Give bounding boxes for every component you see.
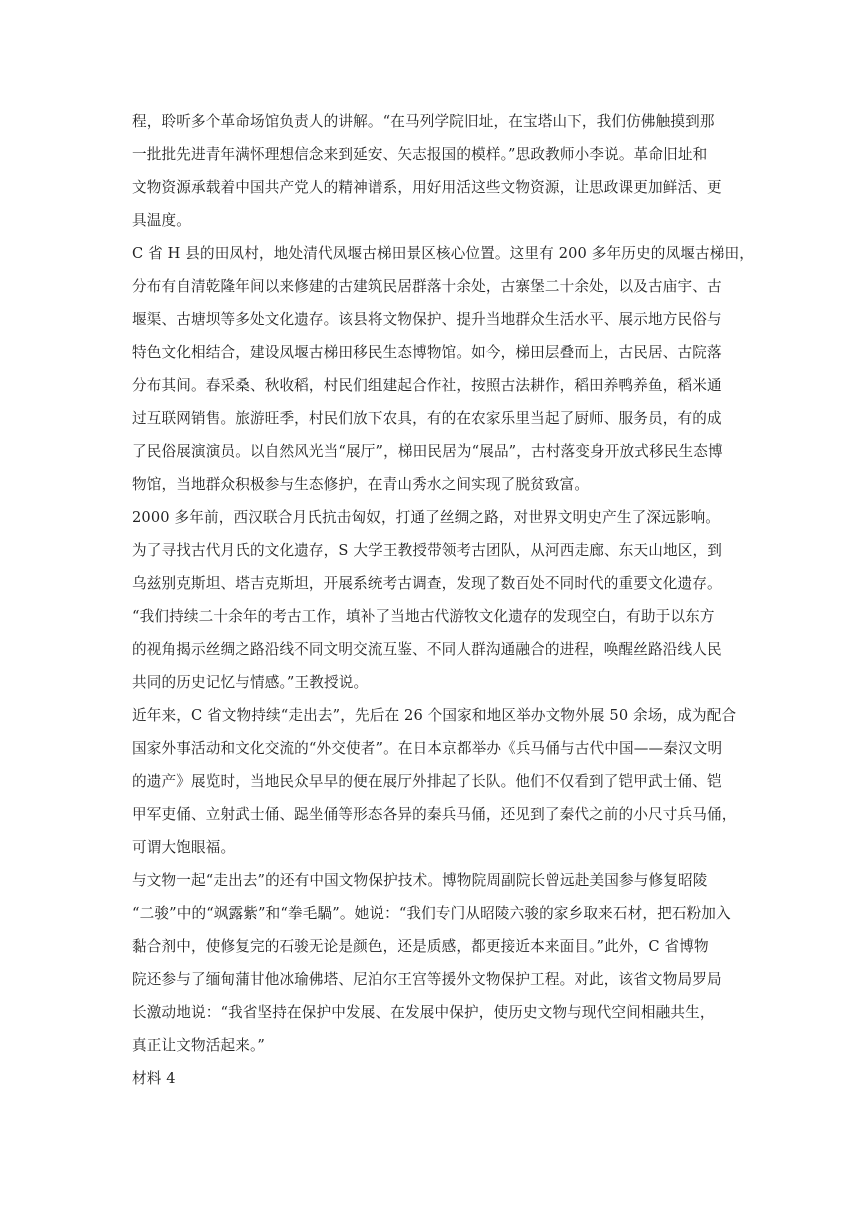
text-line: 甲军吏俑、立射武士俑、跽坐俑等形态各异的秦兵马俑，还见到了秦代之前的小尺寸兵马俑， <box>132 806 737 823</box>
text-line: 院还参与了缅甸蒲甘他冰瑜佛塔、尼泊尔王宫等援外文物保护工程。对此，该省文物局罗局 <box>132 971 722 988</box>
text-line: 共同的历史记忆与情感。”王教授说。 <box>132 674 369 691</box>
text-line: 具温度。 <box>132 212 191 229</box>
text-line: 的遗产》展览时，当地民众早早的便在展厅外排起了长队。他们不仅看到了铠甲武士俑、铠 <box>132 773 722 790</box>
text-line: “我们持续二十余年的考古工作，填补了当地古代游牧文化遗存的发现空白，有助于以东方 <box>132 608 715 625</box>
text-line: 长激动地说：“我省坚持在保护中发展、在发展中保护，使历史文物与现代空间相融共生， <box>132 1004 715 1021</box>
text-line: 黏合剂中，使修复完的石骏无论是颜色，还是质感，都更接近本来面目。”此外，C 省博物 <box>132 938 709 955</box>
text-line: 程，聆听多个革命场馆负责人的讲解。“在马列学院旧址，在宝塔山下，我们仿佛触摸到那 <box>132 113 715 130</box>
text-line: 文物资源承载着中国共产党人的精神谱系，用好用活这些文物资源，让思政课更加鲜活、更 <box>132 179 722 196</box>
text-line: 乌兹别克斯坦、塔吉克斯坦，开展系统考古调查，发现了数百处不同时代的重要文化遗存。 <box>132 575 722 592</box>
text-line: 近年来，C 省文物持续“走出去”，先后在 26 个国家和地区举办文物外展 50 余场，成为配合 <box>132 707 737 724</box>
text-line: “二骏”中的“飒露紫”和“拳毛騧”。她说：“我们专门从昭陵六骏的家乡取来石材，把石粉加入 <box>132 905 731 922</box>
text-line: 与文物一起“走出去”的还有中国文物保护技术。博物院周副院长曾远赴美国参与修复昭陵 <box>132 872 708 889</box>
text-line: 可谓大饱眼福。 <box>132 839 236 856</box>
text-line: 的视角揭示丝绸之路沿线不同文明交流互鉴、不同人群沟通融合的进程，唤醒丝路沿线人民 <box>132 641 722 658</box>
text-line: 2000 多年前，西汉联合月氏抗击匈奴，打通了丝绸之路，对世界文明史产生了深远影响。 <box>132 509 721 526</box>
text-line: 堰渠、古塘坝等多处文化遗存。该县将文物保护、提升当地群众生活水平、展示地方民俗与 <box>132 311 722 328</box>
text-line: 真正让文物活起来。” <box>132 1037 266 1054</box>
text-line: 一批批先进青年满怀理想信念来到延安、矢志报国的模样。”思政教师小李说。革命旧址和 <box>132 146 708 163</box>
text-line: 过互联网销售。旅游旺季，村民们放下农具，有的在农家乐里当起了厨师、服务员，有的成 <box>132 410 722 427</box>
text-line: 物馆，当地群众积极参与生态修护，在青山秀水之间实现了脱贫致富。 <box>132 476 590 493</box>
text-line: 了民俗展演演员。以自然风光当“展厅”，梯田民居为“展品”，古村落变身开放式移民生态博 <box>132 443 723 460</box>
text-line: 国家外事活动和文化交流的“外交使者”。在日本京都举办《兵马俑与古代中国——秦汉文明 <box>132 740 723 757</box>
text-line: 分布有自清乾隆年间以来修建的古建筑民居群落十余处，古寨堡二十余处，以及古庙宇、古 <box>132 278 722 295</box>
text-line: 特色文化相结合，建设凤堰古梯田移民生态博物馆。如今，梯田层叠而上，古民居、古院落 <box>132 344 722 361</box>
text-line: 材料 4 <box>132 1070 176 1087</box>
text-line: 分布其间。春采桑、秋收稻，村民们组建起合作社，按照古法耕作，稻田养鸭养鱼，稻米通 <box>132 377 722 394</box>
text-line: C 省 H 县的田凤村，地处清代凤堰古梯田景区核心位置。这里有 200 多年历史的凤堰古梯田， <box>132 245 754 262</box>
text-line: 为了寻找古代月氏的文化遗存，S 大学王教授带领考古团队，从河西走廊、东天山地区，到 <box>132 542 722 559</box>
